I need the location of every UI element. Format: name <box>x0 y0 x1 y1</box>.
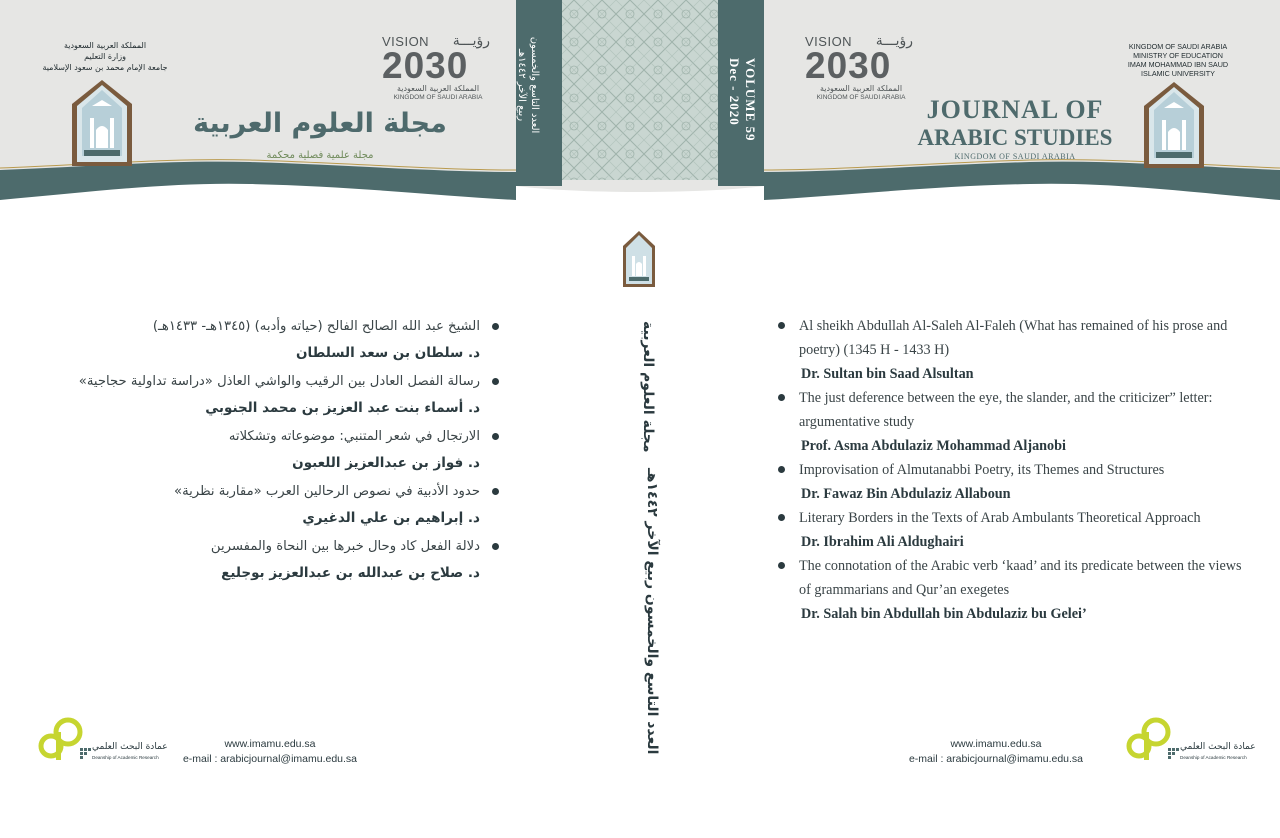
spine-arabic-block <box>501 20 541 150</box>
spine-volume-block <box>726 58 758 178</box>
article-title <box>776 458 1246 482</box>
vision-country-ar: المملكة العربية السعودية <box>396 84 480 93</box>
deanship-mark-icon <box>1126 714 1182 764</box>
ministry-line: وزارة التعليم <box>84 52 126 61</box>
deanship-name-ar: عمادة البحث العلمي <box>92 742 168 752</box>
vision-country-ar: المملكة العربية السعودية <box>819 84 903 93</box>
deanship-name-en: Deanship of Academic Research <box>92 755 159 760</box>
contact-block <box>170 737 370 767</box>
vision-label-ar: رؤيـــة <box>875 32 913 48</box>
article-title <box>60 426 500 447</box>
article-author: Prof. Asma Abdulaziz Mohammad Aljanobi <box>801 438 1066 454</box>
article-title <box>776 386 1246 434</box>
list-item <box>776 458 1246 506</box>
front-university-block <box>1118 42 1238 78</box>
article-title <box>60 536 500 557</box>
vision-label: VISION <box>382 34 430 49</box>
cover-header-band <box>0 0 1280 210</box>
title-line-1: JOURNAL OF <box>926 95 1104 124</box>
article-title <box>776 554 1246 602</box>
article-author: د. أسماء بنت عبد العزيز بن محمد الجنوبي <box>205 400 480 416</box>
list-item <box>776 506 1246 554</box>
list-item <box>60 536 500 584</box>
article-author: د. فواز بن عبدالعزيز اللعبون <box>292 455 480 471</box>
deanship-name-en: Deanship of Academic Research <box>1180 755 1247 760</box>
contact-block <box>898 737 1094 767</box>
article-title-text: الارتجال في شعر المتنبي: موضوعاته وتشكلاته <box>228 429 480 444</box>
title-line-3: KINGDOM OF SAUDI ARABIA <box>954 152 1076 161</box>
list-item <box>776 314 1246 386</box>
article-title <box>776 314 1246 362</box>
article-title-text: The just deference between the eye, the slander, and the criticizer” letter: argumentative study <box>799 390 1213 430</box>
vision-label-ar: رؤيـــة <box>452 32 490 48</box>
article-title-text: دلالة الفعل كاد وحال خبرها بين النحاة والمفسرين <box>210 539 480 554</box>
university-logo-icon <box>70 78 134 168</box>
article-title-text: Literary Borders in the Texts of Arab Ambulants Theoretical Approach <box>799 510 1201 526</box>
vision-2030-logo <box>382 34 494 100</box>
list-item <box>60 481 500 529</box>
vision-country-en: KINGDOM OF SAUDI ARABIA <box>393 94 483 101</box>
university-line: ISLAMIC UNIVERSITY <box>1141 69 1215 78</box>
article-title <box>60 481 500 502</box>
spine-issue-ar: العدد التاسع والخمسون <box>529 36 540 134</box>
list-item <box>776 386 1246 458</box>
website-link[interactable]: www.imamu.edu.sa <box>950 738 1042 750</box>
bullet-icon <box>492 323 499 330</box>
vertical-issue-label: العدد التاسع والخمسون ربيع الآخر ١٤٤٢هـ <box>644 468 660 755</box>
article-title-text: Improvisation of Almutanabbi Poetry, its Themes and Structures <box>799 462 1165 478</box>
bullet-icon <box>778 514 785 521</box>
article-title-text: Al sheikh Abdullah Al-Saleh Al-Faleh (What has remained of his prose and poetry) (1345 H - 1433 H) <box>799 318 1228 358</box>
article-author: Dr. Sultan bin Saad Alsultan <box>801 366 974 382</box>
vertical-journal-title: مجلة العلوم العربية <box>640 321 656 453</box>
bullet-icon <box>778 466 785 473</box>
list-item <box>60 316 500 364</box>
contents-list-english <box>776 314 1246 626</box>
bullet-icon <box>492 433 499 440</box>
article-author: Dr. Ibrahim Ali Aldughairi <box>801 534 964 550</box>
article-title-text: حدود الأدبية في نصوص الرحالين العرب «مقاربة نظرية» <box>174 484 480 499</box>
vision-number: 2030 <box>382 45 469 86</box>
article-title <box>60 316 500 337</box>
back-journal-title: مجلة العلوم العربية <box>193 108 447 139</box>
spine-date-en: Dec - 2020 <box>727 58 742 126</box>
ministry-line: المملكة العربية السعودية <box>63 41 147 50</box>
bullet-icon <box>492 488 499 495</box>
list-item <box>60 426 500 474</box>
front-journal-title <box>895 96 1135 162</box>
email-link[interactable]: e-mail : arabicjournal@imamu.edu.sa <box>908 753 1084 765</box>
article-author: د. صلاح بن عبدالله بن عبدالعزيز بوجليع <box>221 565 480 581</box>
list-item <box>60 371 500 419</box>
bullet-icon <box>778 562 785 569</box>
website-link[interactable]: www.imamu.edu.sa <box>224 738 316 750</box>
back-journal-subtitle: مجلة علمية فصلية محكمة <box>266 150 374 161</box>
deanship-logo <box>1126 714 1256 770</box>
contents-list-arabic <box>60 316 500 591</box>
bullet-icon <box>492 378 499 385</box>
back-ministry-block <box>20 40 190 73</box>
university-logo-small-icon <box>622 230 656 288</box>
university-line: KINGDOM OF SAUDI ARABIA <box>1128 42 1228 51</box>
vision-country-en: KINGDOM OF SAUDI ARABIA <box>816 94 906 101</box>
university-line: MINISTRY OF EDUCATION <box>1133 51 1223 60</box>
article-author: Dr. Fawaz Bin Abdulaziz Allaboun <box>801 486 1011 502</box>
bullet-icon <box>778 394 785 401</box>
spine-volume: VOLUME 59 <box>743 58 758 142</box>
article-title-text: رسالة الفصل العادل بين الرقيب والواشي العاذل «دراسة تداولية حجاجية» <box>78 374 480 389</box>
university-logo-icon <box>1142 80 1206 170</box>
title-line-2: ARABIC STUDIES <box>917 125 1113 150</box>
article-author: د. سلطان بن سعد السلطان <box>296 345 480 361</box>
deanship-name-ar: عمادة البحث العلمي <box>1180 742 1256 752</box>
list-item <box>776 554 1246 626</box>
article-title-text: الشيخ عبد الله الصالح الفالح (حياته وأدبه) (١٣٤٥هـ- ١٤٣٣هـ) <box>152 319 480 334</box>
deanship-logo <box>38 714 168 770</box>
vision-number: 2030 <box>805 45 892 86</box>
article-title <box>776 506 1246 530</box>
deanship-mark-icon <box>38 714 94 764</box>
spine-date-ar: ربيع الآخر ١٤٤٢هـ <box>516 48 527 122</box>
bullet-icon <box>492 543 499 550</box>
email-link[interactable]: e-mail : arabicjournal@imamu.edu.sa <box>182 753 358 765</box>
university-line: IMAM MOHAMMAD IBN SAUD <box>1127 60 1229 69</box>
article-author: Dr. Salah bin Abdullah bin Abdulaziz bu Gelei’ <box>801 606 1087 622</box>
bullet-icon <box>778 322 785 329</box>
article-author: د. إبراهيم بن علي الدغيري <box>302 510 480 526</box>
article-title <box>60 371 500 392</box>
vision-label: VISION <box>805 34 853 49</box>
article-title-text: The connotation of the Arabic verb ‘kaad’ and its predicate between the views of grammarians and Qur’an exegetes <box>799 558 1242 598</box>
vision-2030-logo <box>805 34 917 100</box>
ministry-line: جامعة الإمام محمد بن سعود الإسلامية <box>42 63 168 72</box>
